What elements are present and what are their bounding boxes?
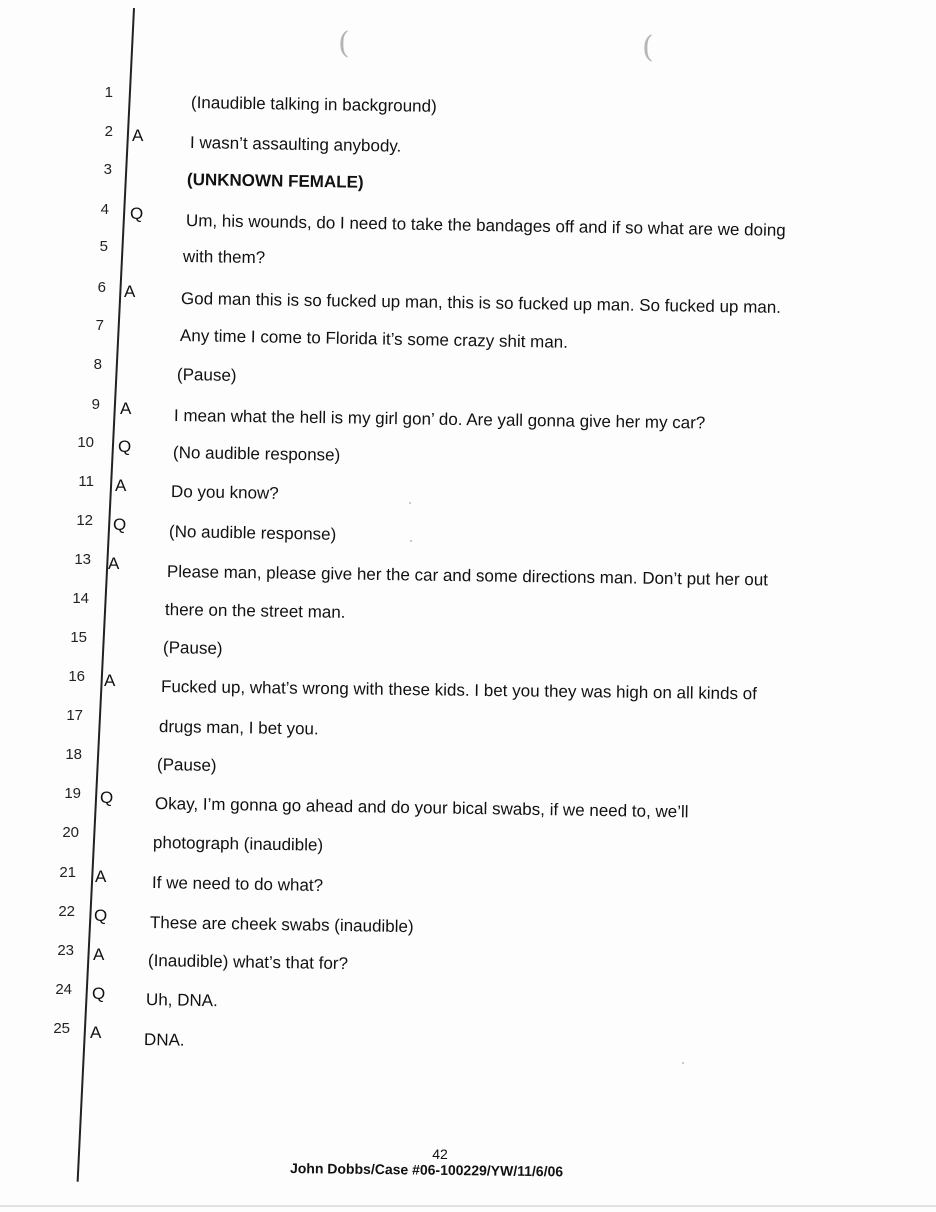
transcript-line [0,668,900,704]
transcript-line [0,396,900,433]
line-number: 18 [65,746,82,763]
line-text: Please man, please give her the car and some directions man. Don’t put her out [166,562,769,590]
speaker-label: Q [92,984,106,1003]
line-number: 7 [95,317,104,334]
transcript-line [0,201,900,240]
transcript-line [0,551,900,590]
transcript-line [0,590,900,622]
line-text: Uh, DNA. [145,990,218,1011]
transcript-line [0,238,900,268]
speaker-label: A [90,1023,102,1042]
transcript-line [0,473,900,503]
transcript-line [0,981,900,1011]
line-text: (Inaudible) what’s that for? [147,951,349,974]
transcript-line [0,356,900,386]
speaker-label: Q [100,788,114,807]
line-text: (Pause) [162,638,223,659]
line-text: photograph (inaudible) [152,833,324,855]
line-number: 16 [68,668,85,685]
line-number: 5 [99,238,108,255]
transcript-line [0,317,900,352]
line-text: there on the street man. [164,600,346,622]
line-text: Okay, I’m gonna go ahead and do your bical swabs, if we need to, we’ll [154,794,689,822]
scan-speck [682,1062,684,1064]
speaker-label: A [120,399,132,418]
speaker-label: A [132,126,144,145]
speaker-label: A [104,671,116,690]
line-number: 4 [100,201,109,218]
scan-speck [409,502,411,504]
speaker-label: Q [113,515,127,534]
case-reference: John Dobbs/Case #06-100229/YW/11/6/06 [289,1160,564,1180]
transcript-line [0,161,900,192]
line-text: I wasn’t assaulting anybody. [189,133,402,156]
transcript-line [0,707,900,739]
line-text: Do you know? [170,482,279,503]
line-number: 14 [72,590,89,607]
line-text: DNA. [143,1030,185,1050]
page-bottom-edge [0,1205,936,1207]
transcript-line [0,512,900,544]
line-number: 10 [77,434,94,451]
transcript-line [0,629,900,659]
line-text: drugs man, I bet you. [158,717,319,739]
speaker-label: A [95,867,107,886]
transcript-line [0,1020,900,1050]
line-text: God man this is so fucked up man, this is so fucked up man. So fucked up man. [180,289,782,317]
speaker-label: A [124,282,136,301]
line-text: I mean what the hell is my girl gon’ do. Are yall gonna give her my car? [173,406,706,433]
line-text: Fucked up, what’s wrong with these kids. I bet you they was high on all kinds of [160,677,758,704]
transcript-line [0,864,900,895]
line-number: 25 [53,1020,70,1037]
line-number: 23 [57,942,74,959]
line-text: (No audible response) [172,443,341,465]
transcript-line [0,434,900,465]
speaker-label: A [93,945,105,964]
line-text: (No audible response) [168,522,337,544]
page-number: 42 [432,1146,448,1162]
line-number: 13 [74,551,91,568]
line-text: (Pause) [156,755,217,776]
line-number: 8 [93,356,102,373]
line-number: 6 [97,279,106,296]
transcript-line [0,123,900,156]
line-number: 19 [64,785,81,802]
line-number: 11 [78,473,94,490]
speaker-label: Q [130,204,144,223]
transcript-line [0,942,900,974]
speaker-label: Q [118,437,132,456]
speaker-label: Q [94,906,108,925]
line-number: 20 [62,824,79,841]
line-number: 3 [103,161,112,178]
line-number: 9 [91,396,100,413]
line-number: 12 [76,512,93,529]
speaker-label: A [115,476,127,495]
line-number: 24 [55,981,72,998]
line-number: 2 [104,123,113,140]
line-text: These are cheek swabs (inaudible) [149,913,414,937]
line-number: 21 [59,864,76,881]
transcript-line [0,903,900,937]
line-number: 22 [58,903,75,920]
line-text: (Pause) [176,365,237,385]
speaker-heading: (UNKNOWN FEMALE) [186,170,364,192]
line-text: Any time I come to Florida it’s some crazy shit man. [179,326,569,352]
line-text: with them? [182,247,266,268]
scan-speck [410,540,412,542]
transcript-line [0,824,900,855]
line-text: Um, his wounds, do I need to take the bandages off and if so what are we doing [185,211,786,240]
line-number: 1 [104,84,113,101]
transcript-line [0,279,900,317]
header-mark-left: ( [338,26,350,61]
line-text: If we need to do what? [151,873,324,895]
transcript-line [0,746,900,776]
line-text: (Inaudible talking in background) [190,93,437,116]
transcript-line [0,785,900,822]
speaker-label: A [108,554,120,573]
line-number: 17 [66,707,83,724]
header-mark-right: ( [642,30,654,65]
transcript-line [0,84,900,116]
line-number: 15 [70,629,87,646]
